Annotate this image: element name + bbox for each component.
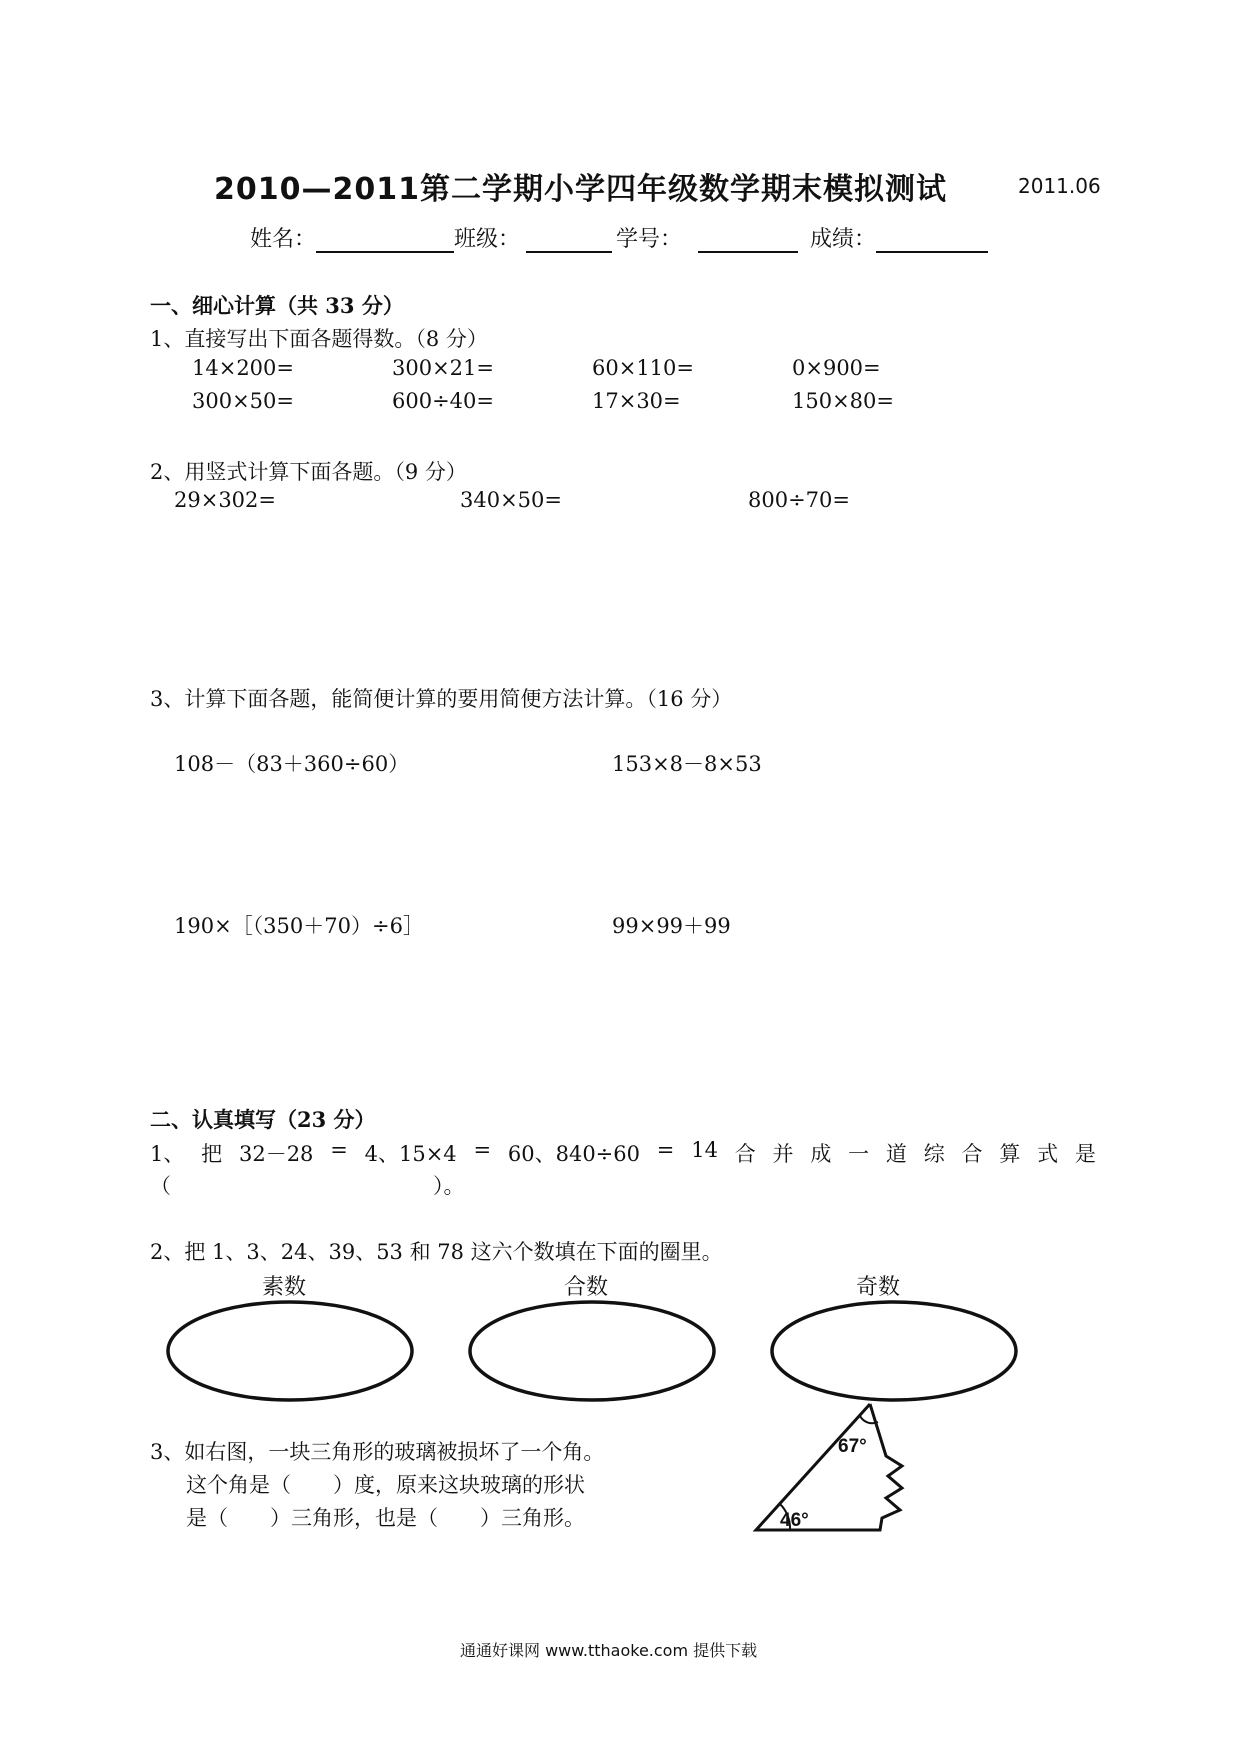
label-composite: 合数 <box>564 1275 609 1300</box>
s2-q3-line3: 是（ ）三角形，也是（ ）三角形。 <box>186 1506 585 1530</box>
s2-q1-part: = <box>656 1138 675 1162</box>
close-paren: ）。 <box>433 1174 465 1198</box>
q1-prompt: 1、直接写出下面各题得数。（8 分） <box>150 327 488 351</box>
q1-item: 300×21= <box>392 356 494 380</box>
s2-q1-answer[interactable] <box>150 1170 465 1200</box>
q1-item: 17×30= <box>592 389 681 413</box>
q3-item: 153×8－8×53 <box>612 752 762 776</box>
prime-circle[interactable] <box>168 1302 412 1400</box>
q1-item: 150×80= <box>792 389 894 413</box>
number-circles <box>150 1296 1030 1406</box>
s2-q1-part: 1、 <box>150 1142 185 1166</box>
label-odd: 奇数 <box>856 1275 901 1300</box>
s2-q1-part: 14 <box>691 1138 718 1162</box>
q1-item: 0×900= <box>792 356 881 380</box>
s2-q1-part: = <box>473 1138 492 1162</box>
s2-q1-part: 综 <box>923 1142 945 1166</box>
s2-q1-part: 把 <box>201 1142 223 1166</box>
s2-q1-part: 道 <box>885 1142 907 1166</box>
q3-item: 190×［（350＋70）÷6］ <box>174 914 424 938</box>
q1-item: 60×110= <box>592 356 694 380</box>
odd-circle[interactable] <box>772 1302 1016 1400</box>
s2-q1-part: 4、15×4 <box>364 1142 457 1166</box>
angle-label-bottom: 46° <box>780 1510 809 1531</box>
q2-item: 340×50= <box>460 488 562 512</box>
broken-triangle-figure <box>750 1400 930 1540</box>
composite-circle[interactable] <box>470 1302 714 1400</box>
s2-q3-line2: 这个角是（ ）度，原来这块玻璃的形状 <box>186 1473 585 1497</box>
section1-heading: 一、细心计算（共 33 分） <box>150 293 404 318</box>
student-info-row <box>250 222 988 253</box>
s2-q2-prompt: 2、把 1、3、24、39、53 和 78 这六个数填在下面的圈里。 <box>150 1240 723 1264</box>
q3-item: 99×99＋99 <box>612 914 731 938</box>
q2-prompt: 2、用竖式计算下面各题。（9 分） <box>150 460 467 484</box>
number-label: 学号： <box>616 227 683 252</box>
s2-q1-part: 一 <box>848 1142 870 1166</box>
s2-q1-part: 是 <box>1074 1142 1096 1166</box>
s2-q1-part: 合 <box>734 1142 756 1166</box>
class-label: 班级： <box>454 227 521 252</box>
s2-q3-line1: 3、如右图，一块三角形的玻璃被损坏了一个角。 <box>150 1440 605 1464</box>
q1-item: 14×200= <box>192 356 294 380</box>
score-blank[interactable] <box>876 227 988 253</box>
s2-q1-part: 算 <box>999 1142 1021 1166</box>
section2-heading: 二、认真填写（23 分） <box>150 1107 376 1132</box>
q1-item: 600÷40= <box>392 389 494 413</box>
number-blank[interactable] <box>698 227 798 253</box>
name-blank[interactable] <box>316 227 454 253</box>
q2-item: 29×302= <box>174 488 276 512</box>
page-title: 2010—2011第二学期小学四年级数学期末模拟测试 <box>214 172 947 207</box>
name-label: 姓名： <box>250 227 317 252</box>
score-label: 成绩： <box>810 227 877 252</box>
label-prime: 素数 <box>262 1275 307 1300</box>
angle-label-top: 67° <box>838 1436 867 1457</box>
s2-q1-part: 式 <box>1037 1142 1059 1166</box>
s2-q1-line1 <box>150 1138 1096 1168</box>
s2-q1-part: = <box>330 1138 348 1162</box>
footer-text: 通通好课网 www.tthaoke.com 提供下载 <box>460 1641 758 1660</box>
q2-item: 800÷70= <box>748 488 850 512</box>
s2-q1-part: 60、840÷60 <box>507 1142 640 1166</box>
s2-q1-part: 合 <box>961 1142 983 1166</box>
exam-date: 2011.06 <box>1018 174 1101 198</box>
q1-item: 300×50= <box>192 389 294 413</box>
s2-q1-part: 并 <box>772 1142 794 1166</box>
q3-prompt: 3、计算下面各题，能简便计算的要用简便方法计算。（16 分） <box>150 687 733 711</box>
class-blank[interactable] <box>526 227 612 253</box>
open-paren: （ <box>150 1174 171 1198</box>
s2-q1-part: 成 <box>810 1142 832 1166</box>
triangle-outline <box>756 1404 902 1530</box>
s2-q1-part: 32－28 <box>238 1142 314 1166</box>
q3-item: 108－（83＋360÷60） <box>174 752 410 776</box>
